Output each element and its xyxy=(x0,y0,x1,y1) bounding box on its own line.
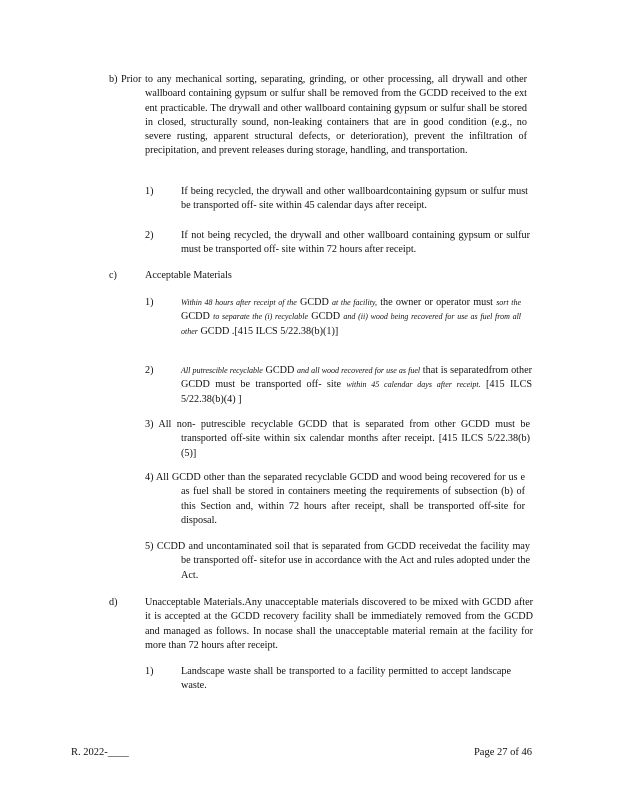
footer-docket-number: R. 2022-____ xyxy=(71,747,129,758)
b-item-2-num: 2) xyxy=(145,230,154,241)
section-d-text: Unacceptable Materials.Any unacceptable materials discovered to be mixed with GCDD after it is accepted at the GCDD recovery facility shall be immediately removed from the GCDD and managed as follows. In nocase shall the unacceptable material remain at the facility for more than 72 hours after receipt. xyxy=(145,597,533,651)
c-item-1-text: Within 48 hours after receipt of the GCDD at the facility, the owner or operator must sort the GCDD to separate the (i) recyclable GCDD and (ii) wood being recovered for use as fuel from all other GCDD .[415 ILCS 5/22.38(b)(1)] xyxy=(181,297,522,337)
c-item-4-num: 4) xyxy=(145,472,154,483)
c-item-3-num: 3) xyxy=(145,419,154,430)
b-item-1-num: 1) xyxy=(145,186,154,197)
c-item-1-num: 1) xyxy=(145,297,154,308)
section-d-marker: d) xyxy=(109,597,118,608)
c-item-4: 4) All GCDD other than the separated recyclable GCDD and wood being recovered for us e as fuel shall be stored in containers meeting the requirements of subsection (b) of this Section and, within 72 hours after receipt, shall be transported off-site for disposal. xyxy=(145,472,525,526)
d-item-1-num: 1) xyxy=(145,666,154,677)
c-item-2-text: All putrescible recyclable GCDD and all wood recovered for use as fuel that is separatedfrom other GCDD must be transported off- site within 45 calendar days after receipt. [415 ILCS 5/22.38(b)(4) ] xyxy=(181,365,533,405)
b-item-2-text: If not being recycled, the drywall and other wallboard containing gypsum or sulfur must be transported off- site within 72 hours after receipt. xyxy=(181,230,530,256)
section-c-heading: Acceptable Materials xyxy=(145,270,232,281)
b-item-1-text: If being recycled, the drywall and other wallboardcontaining gypsum or sulfur must be transported off- site within 45 calendar days after receipt. xyxy=(181,186,528,212)
c-item-3: 3) All non- putrescible recyclable GCDD that is separated from other GCDD must be transported off-site within six calendar months after receipt. [415 ILCS 5/22.38(b)(5)] xyxy=(145,419,530,459)
section-b-lead: Prior xyxy=(121,74,142,85)
section-b-text: Prior to any mechanical sorting, separating, grinding, or other processing, all drywall and other wallboard containing gypsum or sulfur shall be removed from the GCDD received to the ext ent practicable. The drywall and other wallboard containing gypsum or sulfur shall be stored in closed, structurally sound, non-leaking containers that are in good condition (e.g., no severe rusting, apparent structural defects, or deterioration), prevent the infiltration of precipitation, and prevent releases during storage, handling, and transportation. xyxy=(121,74,527,157)
d-item-1-text: Landscape waste shall be transported to a facility permitted to accept landscape waste. xyxy=(181,666,511,692)
section-b-marker: b) xyxy=(109,74,118,85)
section-c-marker: c) xyxy=(109,270,117,281)
footer-page-number: Page 27 of 46 xyxy=(473,747,532,758)
c-item-2-num: 2) xyxy=(145,365,154,376)
c-item-5: 5) CCDD and uncontaminated soil that is separated from GCDD receivedat the facility may be transported off- sitefor use in accordance with the Act and rules adopted under the Act. xyxy=(145,541,531,581)
c-item-5-num: 5) xyxy=(145,541,154,552)
